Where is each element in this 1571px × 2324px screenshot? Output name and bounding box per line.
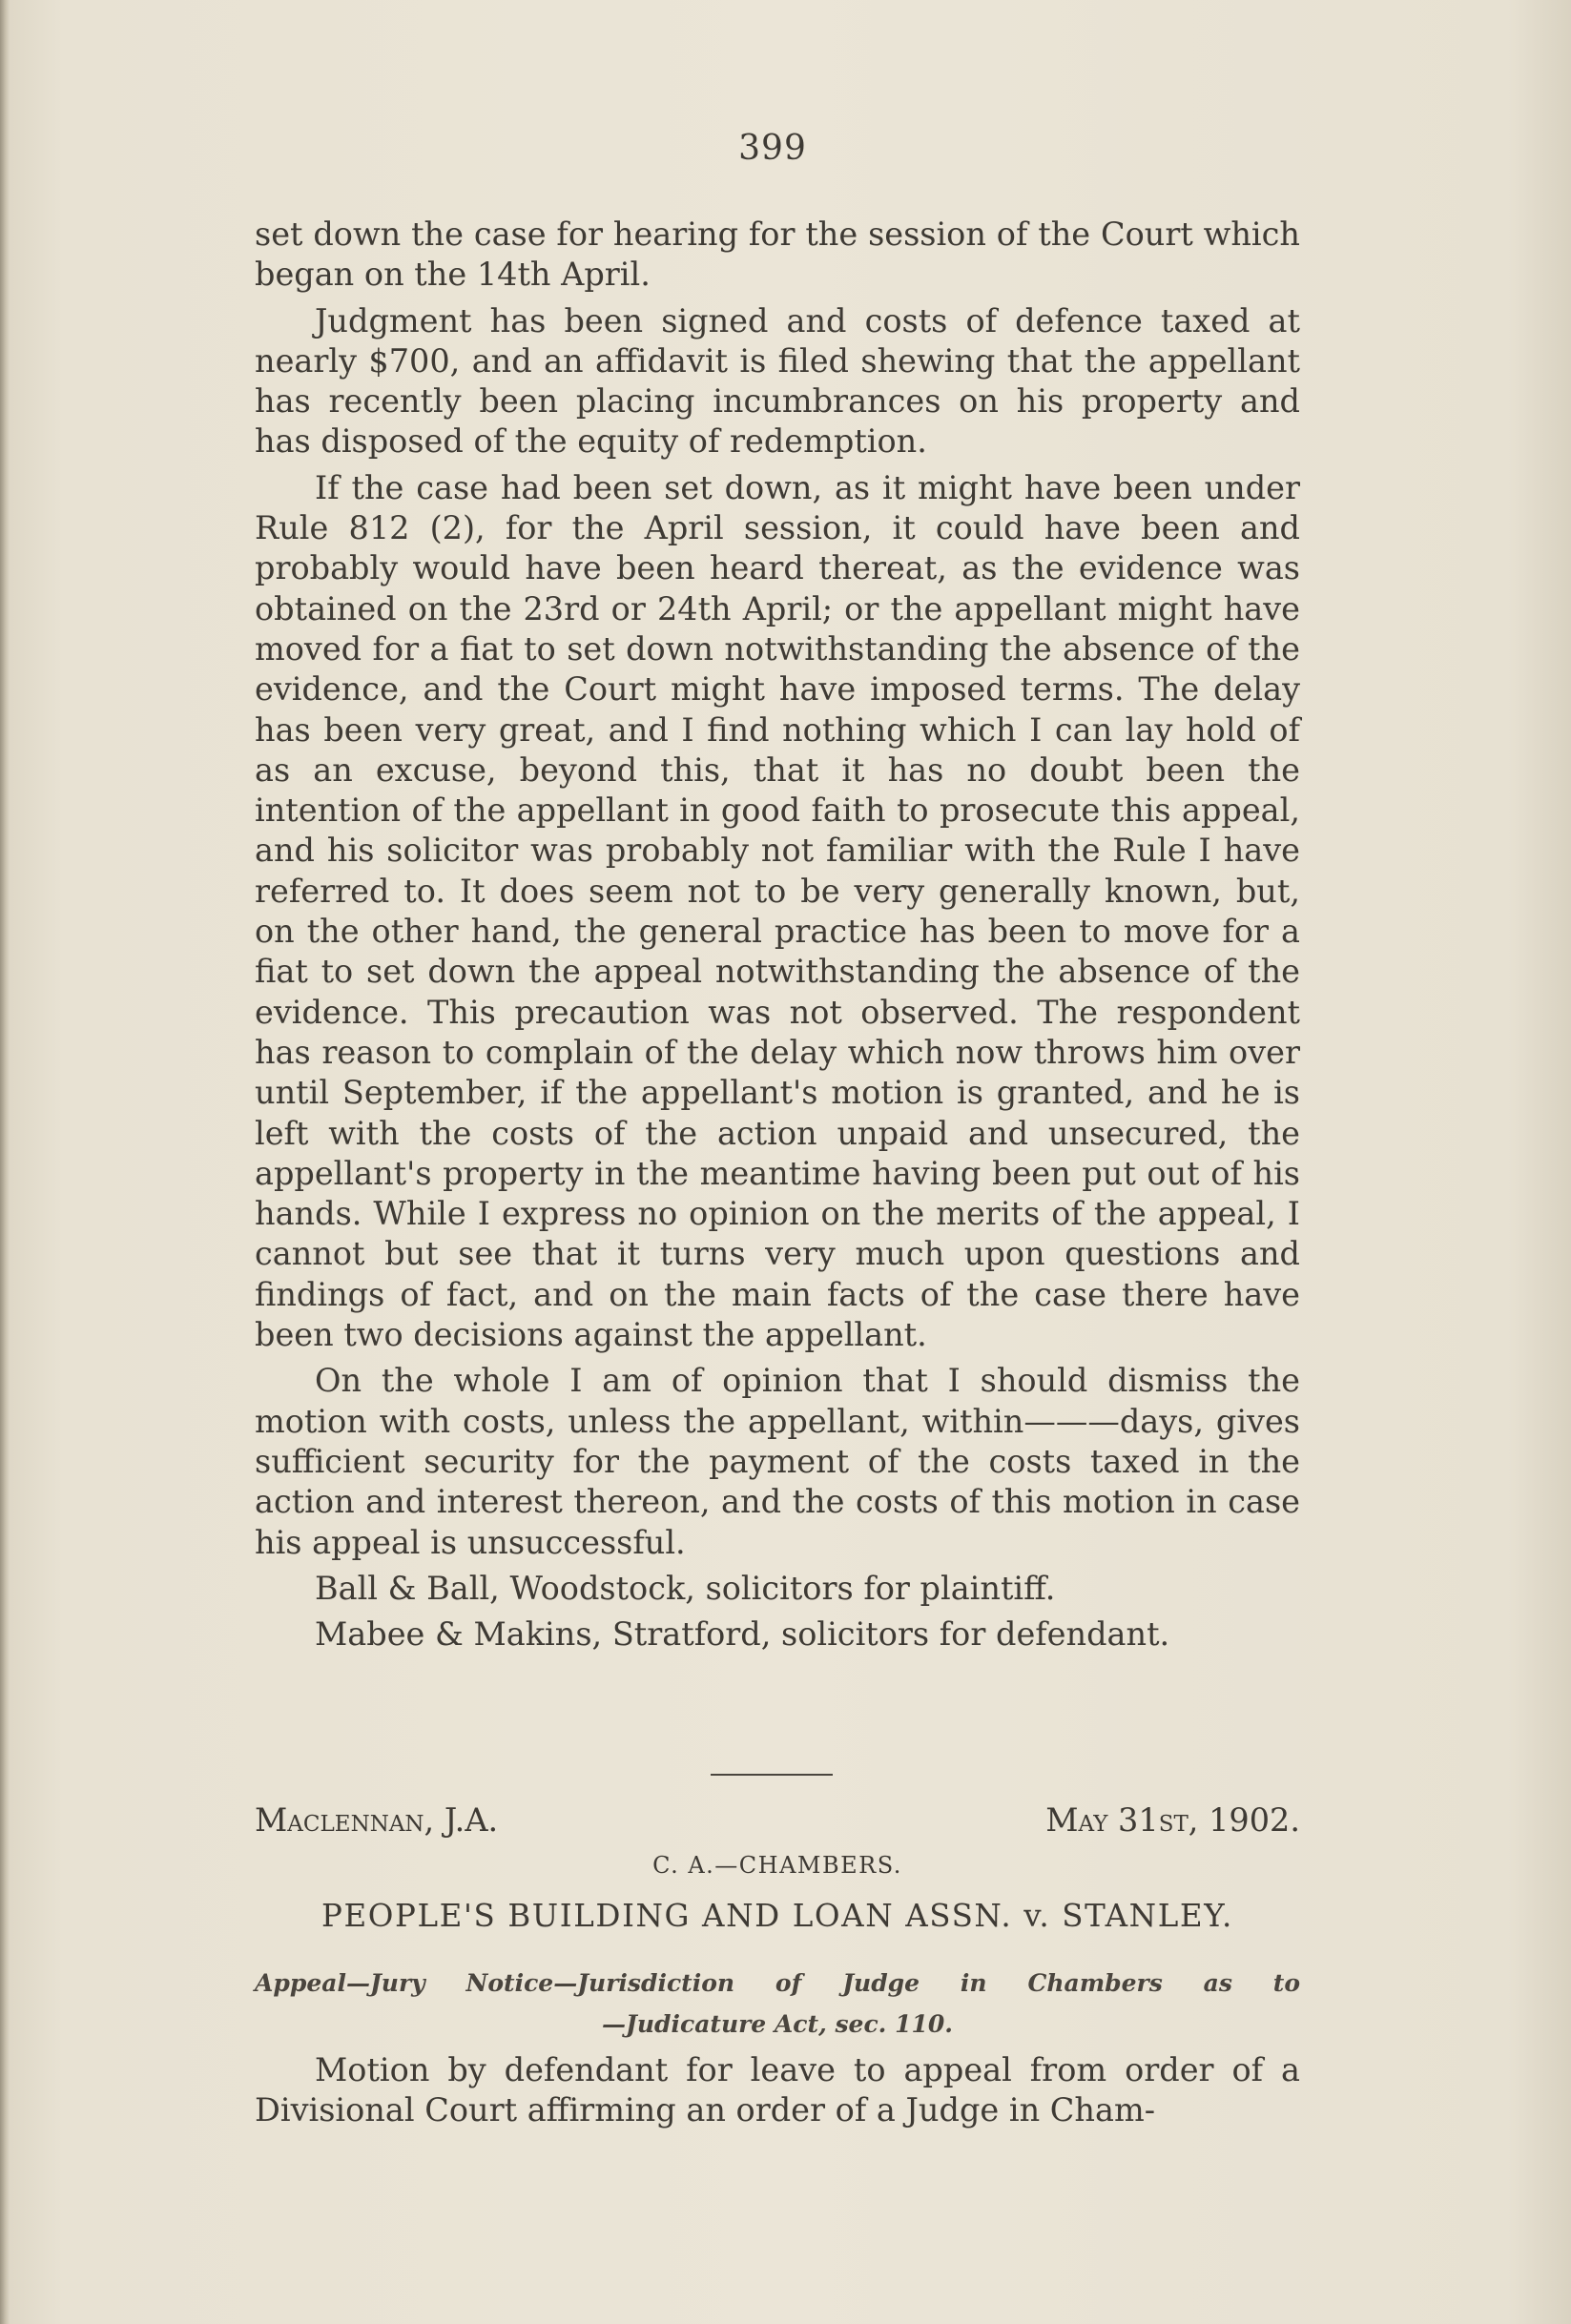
paragraph-judgment-signed: Judgment has been signed and costs of defence taxed at nearly $700, and an affidavit is filed shewing that the appellant has recently been placing incumbrances on his property and has disposed of the equity of redemption.	[255, 301, 1300, 461]
judge-date-row	[255, 1800, 1300, 1841]
headnote-line-1	[255, 1963, 1300, 2004]
section-divider	[711, 1774, 833, 1776]
headnote-word: to	[1272, 1969, 1300, 1997]
headnote-word: Appeal—Jury	[255, 1969, 425, 1997]
paragraph-case-set-down: If the case had been set down, as it might have been under Rule 812 (2), for the April session, it could have been and probably would have been heard thereat, as the evidence was obtained on the 23rd or 24th April; or the appellant might have moved for a fiat to set down notwithstanding the absence of the evidence, and the Court might have imposed terms. The delay has been very great, and I find nothing which I can lay hold of as an excuse, beyond this, that it has no doubt been the intention of the appellant in good faith to prosecute this appeal, and his solicitor was probably not familiar with the Rule I have referred to. It does seem not to be very generally known, but, on the other hand, the general practice has been to move for a fiat to set down the appeal notwithstanding the absence of the evidence. This precaution was not observed. The respondent has reason to complain of the delay which now throws him over until September, if the appellant's motion is granted, and he is left with the costs of the action unpaid and unsecured, the appellant's property in the meantime having been put out of his hands. While I express no opinion on the merits of the appeal, I cannot but see that it turns very much upon questions and findings of fact, and on the main facts of the case there have been two decisions against the appellant.	[255, 468, 1300, 1354]
motion-text	[255, 2050, 1300, 2131]
solicitors-defendant: Mabee & Makins, Stratford, solicitors for defendant.	[315, 1615, 1170, 1654]
headnote	[255, 1963, 1300, 2045]
headnote-word: of	[775, 1969, 802, 1997]
paragraph-motion: Motion by defendant for leave to appeal from order of a Divisional Court affirming an order of a Judge in Cham-	[255, 2051, 1300, 2129]
headnote-word: Judge	[842, 1969, 920, 1997]
page-number: 399	[738, 129, 807, 168]
judge-name: Maclennan, J.A.	[255, 1801, 499, 1839]
solicitors-plaintiff: Ball & Ball, Woodstock, solicitors for plaintiff.	[315, 1569, 1056, 1607]
court-label: C. A.—CHAMBERS.	[652, 1852, 902, 1879]
paragraph-continuation: set down the case for hearing for the session of the Court which began on the 14th April.	[255, 216, 1300, 294]
decision-date: May 31st, 1902.	[1045, 1801, 1300, 1839]
headnote-line-2: —Judicature Act, sec. 110.	[602, 2010, 953, 2038]
headnote-word: in	[960, 1969, 987, 1997]
page-binding-edge	[0, 0, 10, 2324]
paragraph-opinion: On the whole I am of opinion that I should dismiss the motion with costs, unless the appellant, within———days, gives sufficient security for the payment of the costs taxed in the action and interest thereon, and the costs of this motion in case his appeal is unsuccessful.	[255, 1362, 1300, 1561]
judgment-text	[255, 215, 1300, 1660]
headnote-word: Chambers	[1027, 1969, 1163, 1997]
headnote-word: as	[1203, 1969, 1232, 1997]
headnote-word: Notice—Jurisdiction	[465, 1969, 735, 1997]
case-title: PEOPLE'S BUILDING AND LOAN ASSN. v. STANLEY.	[320, 1898, 1233, 1934]
